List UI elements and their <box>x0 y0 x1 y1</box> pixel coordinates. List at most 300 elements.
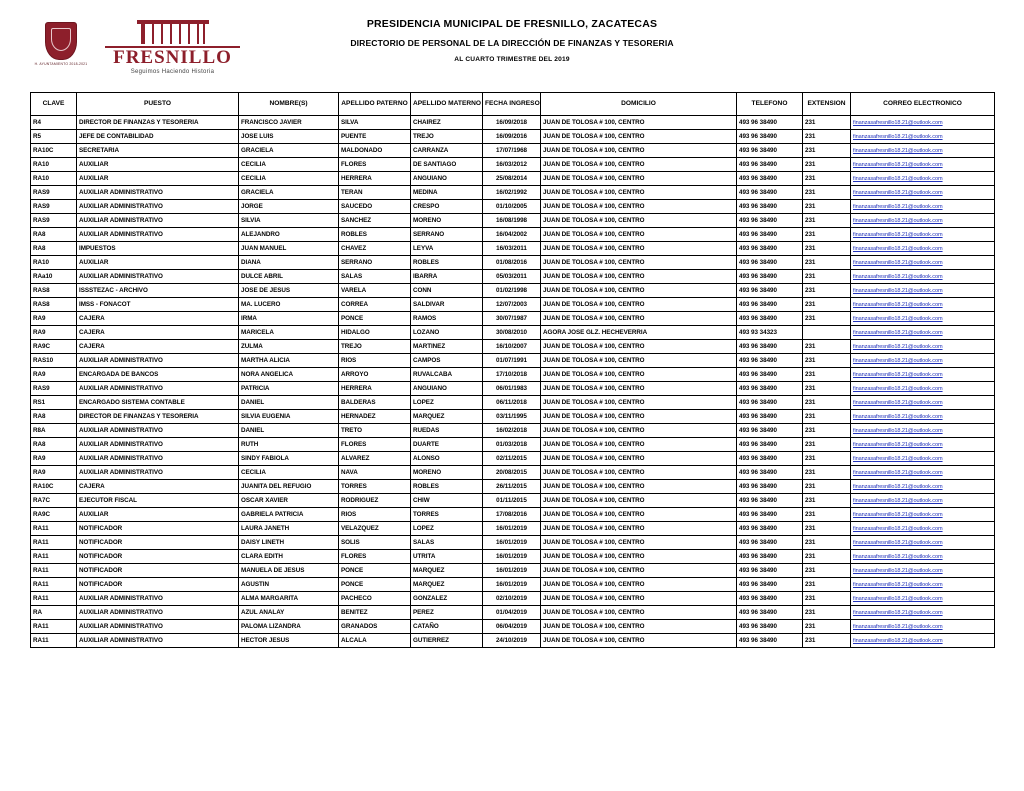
cell-fecha-ingreso: 17/08/2016 <box>483 508 541 522</box>
email-link[interactable]: finanzasafresnillo18.21@outlook.com <box>853 400 943 406</box>
cell-telefono: 493 96 38490 <box>737 438 803 452</box>
email-link[interactable]: finanzasafresnillo18.21@outlook.com <box>853 386 943 392</box>
cell-nombres: DANIEL <box>239 396 339 410</box>
cell-domicilio: JUAN DE TOLOSA # 100, CENTRO <box>541 522 737 536</box>
table-row <box>31 550 995 564</box>
cell-correo[interactable] <box>851 382 995 396</box>
cell-correo[interactable] <box>851 522 995 536</box>
cell-domicilio: JUAN DE TOLOSA # 100, CENTRO <box>541 298 737 312</box>
cell-clave: RA11 <box>31 522 77 536</box>
table-row <box>31 410 995 424</box>
cell-correo[interactable] <box>851 494 995 508</box>
cell-domicilio: JUAN DE TOLOSA # 100, CENTRO <box>541 340 737 354</box>
table-row <box>31 214 995 228</box>
email-link[interactable]: finanzasafresnillo18.21@outlook.com <box>853 344 943 350</box>
cell-clave: R8A <box>31 424 77 438</box>
cell-puesto: AUXILIAR ADMINISTRATIVO <box>77 620 239 634</box>
cell-puesto: AUXILIAR ADMINISTRATIVO <box>77 354 239 368</box>
cell-puesto: NOTIFICADOR <box>77 550 239 564</box>
cell-apellido-materno: UTRITA <box>411 550 483 564</box>
logo-wordmark: FRESNILLO <box>113 47 232 68</box>
cell-extension: 231 <box>803 522 851 536</box>
cell-apellido-paterno: TREJO <box>339 340 411 354</box>
cell-puesto: AUXILIAR ADMINISTRATIVO <box>77 270 239 284</box>
cell-extension: 231 <box>803 578 851 592</box>
cell-apellido-paterno: RIOS <box>339 354 411 368</box>
cell-puesto: AUXILIAR ADMINISTRATIVO <box>77 424 239 438</box>
cell-telefono: 493 96 38490 <box>737 158 803 172</box>
cell-apellido-paterno: BENITEZ <box>339 606 411 620</box>
email-link[interactable]: finanzasafresnillo18.21@outlook.com <box>853 540 943 546</box>
cell-telefono: 493 96 38490 <box>737 284 803 298</box>
cell-clave: RAa10 <box>31 270 77 284</box>
table-header-row <box>31 93 995 116</box>
cell-nombres: JOSE LUIS <box>239 130 339 144</box>
table-row <box>31 228 995 242</box>
cell-correo[interactable] <box>851 536 995 550</box>
crest-caption: H. AYUNTAMIENTO 2018-2021 <box>34 62 88 66</box>
table-row <box>31 256 995 270</box>
cell-puesto: NOTIFICADOR <box>77 564 239 578</box>
table-row <box>31 522 995 536</box>
cell-nombres: PALOMA LIZANDRA <box>239 620 339 634</box>
cell-correo[interactable] <box>851 326 995 340</box>
column-header-nombres: NOMBRE(S) <box>239 93 339 116</box>
cell-apellido-materno: LOPEZ <box>411 396 483 410</box>
cell-apellido-materno: ROBLES <box>411 256 483 270</box>
cell-puesto: AUXILIAR ADMINISTRATIVO <box>77 186 239 200</box>
email-link[interactable]: finanzasafresnillo18.21@outlook.com <box>853 232 943 238</box>
email-link[interactable]: finanzasafresnillo18.21@outlook.com <box>853 134 943 140</box>
cell-clave: RA9 <box>31 368 77 382</box>
email-link[interactable]: finanzasafresnillo18.21@outlook.com <box>853 148 943 154</box>
cell-fecha-ingreso: 06/04/2019 <box>483 620 541 634</box>
cell-correo[interactable] <box>851 298 995 312</box>
cell-telefono: 493 96 38490 <box>737 214 803 228</box>
email-link[interactable]: finanzasafresnillo18.21@outlook.com <box>853 302 943 308</box>
email-link[interactable]: finanzasafresnillo18.21@outlook.com <box>853 484 943 490</box>
cell-correo[interactable] <box>851 466 995 480</box>
email-link[interactable]: finanzasafresnillo18.21@outlook.com <box>853 288 943 294</box>
cell-apellido-materno: DE SANTIAGO <box>411 158 483 172</box>
cell-telefono: 493 96 38490 <box>737 494 803 508</box>
cell-fecha-ingreso: 06/01/1983 <box>483 382 541 396</box>
cell-correo[interactable] <box>851 172 995 186</box>
cell-domicilio: JUAN DE TOLOSA # 100, CENTRO <box>541 382 737 396</box>
cell-extension: 231 <box>803 186 851 200</box>
cell-domicilio: JUAN DE TOLOSA # 100, CENTRO <box>541 270 737 284</box>
cell-apellido-paterno: ROBLES <box>339 228 411 242</box>
cell-puesto: DIRECTOR DE FINANZAS Y TESORERIA <box>77 410 239 424</box>
cell-apellido-paterno: HERRERA <box>339 382 411 396</box>
cell-nombres: DIANA <box>239 256 339 270</box>
cell-telefono: 493 96 38490 <box>737 242 803 256</box>
cell-correo[interactable] <box>851 340 995 354</box>
table-row <box>31 634 995 648</box>
cell-nombres: JUAN MANUEL <box>239 242 339 256</box>
cell-correo[interactable] <box>851 130 995 144</box>
table-row <box>31 368 995 382</box>
cell-apellido-materno: IBARRA <box>411 270 483 284</box>
cell-domicilio: JUAN DE TOLOSA # 100, CENTRO <box>541 172 737 186</box>
cell-extension: 231 <box>803 298 851 312</box>
table-row <box>31 564 995 578</box>
cell-puesto: AUXILIAR <box>77 172 239 186</box>
cell-domicilio: JUAN DE TOLOSA # 100, CENTRO <box>541 410 737 424</box>
cell-clave: RA9 <box>31 452 77 466</box>
cell-nombres: MA. LUCERO <box>239 298 339 312</box>
table-row <box>31 578 995 592</box>
cell-domicilio: JUAN DE TOLOSA # 100, CENTRO <box>541 354 737 368</box>
cell-correo[interactable] <box>851 410 995 424</box>
cell-extension: 231 <box>803 466 851 480</box>
cell-clave: RA10 <box>31 256 77 270</box>
cell-telefono: 493 96 38490 <box>737 592 803 606</box>
email-link[interactable]: finanzasafresnillo18.21@outlook.com <box>853 470 943 476</box>
cell-fecha-ingreso: 17/10/2018 <box>483 368 541 382</box>
cell-fecha-ingreso: 16/01/2019 <box>483 564 541 578</box>
cell-puesto: AUXILIAR <box>77 508 239 522</box>
cell-domicilio: JUAN DE TOLOSA # 100, CENTRO <box>541 256 737 270</box>
cell-domicilio: JUAN DE TOLOSA # 100, CENTRO <box>541 508 737 522</box>
cell-clave: RA11 <box>31 578 77 592</box>
cell-puesto: AUXILIAR ADMINISTRATIVO <box>77 466 239 480</box>
cell-correo[interactable] <box>851 620 995 634</box>
cell-apellido-materno: CHAIREZ <box>411 116 483 130</box>
cell-nombres: ALMA MARGARITA <box>239 592 339 606</box>
cell-telefono: 493 96 38490 <box>737 550 803 564</box>
cell-clave: RAS10 <box>31 354 77 368</box>
cell-apellido-materno: DUARTE <box>411 438 483 452</box>
cell-nombres: JORGE <box>239 200 339 214</box>
cell-puesto: NOTIFICADOR <box>77 578 239 592</box>
column-header-telefono: TELEFONO <box>737 93 803 116</box>
table-row <box>31 424 995 438</box>
cell-correo[interactable] <box>851 186 995 200</box>
cell-apellido-materno: ALONSO <box>411 452 483 466</box>
cell-fecha-ingreso: 12/07/2003 <box>483 298 541 312</box>
cell-fecha-ingreso: 01/02/1998 <box>483 284 541 298</box>
email-link[interactable]: finanzasafresnillo18.21@outlook.com <box>853 120 943 126</box>
cell-apellido-paterno: ALVAREZ <box>339 452 411 466</box>
cell-apellido-paterno: TRETO <box>339 424 411 438</box>
cell-domicilio: JUAN DE TOLOSA # 100, CENTRO <box>541 214 737 228</box>
cell-correo[interactable] <box>851 228 995 242</box>
cell-correo[interactable] <box>851 634 995 648</box>
cell-domicilio: JUAN DE TOLOSA # 100, CENTRO <box>541 396 737 410</box>
cell-correo[interactable] <box>851 592 995 606</box>
cell-puesto: IMPUESTOS <box>77 242 239 256</box>
cell-apellido-materno: ROBLES <box>411 480 483 494</box>
table-row <box>31 312 995 326</box>
cell-apellido-paterno: PUENTE <box>339 130 411 144</box>
cell-telefono: 493 96 38490 <box>737 536 803 550</box>
email-link[interactable]: finanzasafresnillo18.21@outlook.com <box>853 358 943 364</box>
cell-nombres: IRMA <box>239 312 339 326</box>
table-header <box>31 93 995 116</box>
cell-nombres: CLARA EDITH <box>239 550 339 564</box>
cell-domicilio: JUAN DE TOLOSA # 100, CENTRO <box>541 438 737 452</box>
email-link[interactable]: finanzasafresnillo18.21@outlook.com <box>853 246 943 252</box>
cell-clave: RA11 <box>31 550 77 564</box>
cell-apellido-materno: GUTIERREZ <box>411 634 483 648</box>
cell-apellido-paterno: CHAVEZ <box>339 242 411 256</box>
logo-tagline: Seguimos Haciendo Historia <box>130 69 215 75</box>
cell-telefono: 493 96 38490 <box>737 522 803 536</box>
cell-domicilio: JUAN DE TOLOSA # 100, CENTRO <box>541 564 737 578</box>
cell-apellido-paterno: SOLIS <box>339 536 411 550</box>
cell-apellido-materno: CRESPO <box>411 200 483 214</box>
column-header-correo: CORREO ELECTRONICO <box>851 93 995 116</box>
cell-puesto: CAJERA <box>77 312 239 326</box>
cell-apellido-materno: MARQUEZ <box>411 410 483 424</box>
table-row <box>31 354 995 368</box>
cell-correo[interactable] <box>851 284 995 298</box>
cell-apellido-materno: TORRES <box>411 508 483 522</box>
cell-correo[interactable] <box>851 550 995 564</box>
cell-fecha-ingreso: 16/02/1992 <box>483 186 541 200</box>
cell-telefono: 493 96 38490 <box>737 116 803 130</box>
cell-extension: 231 <box>803 312 851 326</box>
email-link[interactable]: finanzasafresnillo18.21@outlook.com <box>853 624 943 630</box>
column-header-puesto: PUESTO <box>77 93 239 116</box>
cell-apellido-paterno: SALAS <box>339 270 411 284</box>
cell-apellido-paterno: VELAZQUEZ <box>339 522 411 536</box>
cell-puesto: ENCARGADA DE BANCOS <box>77 368 239 382</box>
cell-telefono: 493 96 38490 <box>737 564 803 578</box>
cell-puesto: AUXILIAR <box>77 158 239 172</box>
cell-fecha-ingreso: 30/08/2010 <box>483 326 541 340</box>
cell-correo[interactable] <box>851 438 995 452</box>
email-link[interactable]: finanzasafresnillo18.21@outlook.com <box>853 526 943 532</box>
table-row <box>31 396 995 410</box>
cell-fecha-ingreso: 20/08/2015 <box>483 466 541 480</box>
cell-correo[interactable] <box>851 242 995 256</box>
cell-correo[interactable] <box>851 508 995 522</box>
column-header-clave: CLAVE <box>31 93 77 116</box>
cell-puesto: CAJERA <box>77 480 239 494</box>
cell-extension: 231 <box>803 606 851 620</box>
cell-apellido-materno: CHIW <box>411 494 483 508</box>
email-link[interactable]: finanzasafresnillo18.21@outlook.com <box>853 498 943 504</box>
email-link[interactable]: finanzasafresnillo18.21@outlook.com <box>853 596 943 602</box>
cell-apellido-materno: SERRANO <box>411 228 483 242</box>
cell-apellido-materno: GONZALEZ <box>411 592 483 606</box>
email-link[interactable]: finanzasafresnillo18.21@outlook.com <box>853 260 943 266</box>
cell-fecha-ingreso: 16/02/2018 <box>483 424 541 438</box>
cell-telefono: 493 96 38490 <box>737 396 803 410</box>
cell-domicilio: JUAN DE TOLOSA # 100, CENTRO <box>541 186 737 200</box>
cell-domicilio: JUAN DE TOLOSA # 100, CENTRO <box>541 592 737 606</box>
email-link[interactable]: finanzasafresnillo18.21@outlook.com <box>853 190 943 196</box>
cell-nombres: OSCAR XAVIER <box>239 494 339 508</box>
cell-correo[interactable] <box>851 424 995 438</box>
page-title: PRESIDENCIA MUNICIPAL DE FRESNILLO, ZACATECAS <box>366 18 658 30</box>
cell-domicilio: JUAN DE TOLOSA # 100, CENTRO <box>541 200 737 214</box>
cell-extension: 231 <box>803 214 851 228</box>
cell-apellido-materno: MORENO <box>411 214 483 228</box>
cell-correo[interactable] <box>851 606 995 620</box>
cell-puesto: AUXILIAR ADMINISTRATIVO <box>77 452 239 466</box>
email-link[interactable]: finanzasafresnillo18.21@outlook.com <box>853 204 943 210</box>
cell-correo[interactable] <box>851 564 995 578</box>
cell-fecha-ingreso: 02/10/2019 <box>483 592 541 606</box>
table-row <box>31 158 995 172</box>
cell-fecha-ingreso: 16/09/2018 <box>483 116 541 130</box>
cell-nombres: SINDY FABIOLA <box>239 452 339 466</box>
table-row <box>31 270 995 284</box>
cell-telefono: 493 96 38490 <box>737 382 803 396</box>
email-link[interactable]: finanzasafresnillo18.21@outlook.com <box>853 442 943 448</box>
cell-apellido-paterno: FLORES <box>339 550 411 564</box>
cell-telefono: 493 96 38490 <box>737 410 803 424</box>
cell-puesto: AUXILIAR ADMINISTRATIVO <box>77 592 239 606</box>
cell-apellido-materno: CATAÑO <box>411 620 483 634</box>
cell-telefono: 493 96 38490 <box>737 634 803 648</box>
cell-telefono: 493 96 38490 <box>737 368 803 382</box>
cell-puesto: AUXILIAR ADMINISTRATIVO <box>77 606 239 620</box>
table-row <box>31 172 995 186</box>
email-link[interactable]: finanzasafresnillo18.21@outlook.com <box>853 582 943 588</box>
cell-apellido-paterno: NAVA <box>339 466 411 480</box>
cell-correo[interactable] <box>851 452 995 466</box>
cell-correo[interactable] <box>851 396 995 410</box>
cell-fecha-ingreso: 01/07/1991 <box>483 354 541 368</box>
cell-correo[interactable] <box>851 158 995 172</box>
document-header <box>0 0 1024 78</box>
cell-fecha-ingreso: 16/09/2016 <box>483 130 541 144</box>
cell-extension: 231 <box>803 116 851 130</box>
cell-nombres: MARICELA <box>239 326 339 340</box>
cell-clave: RA11 <box>31 620 77 634</box>
cell-fecha-ingreso: 16/01/2019 <box>483 522 541 536</box>
cell-apellido-paterno: TERAN <box>339 186 411 200</box>
table-row <box>31 480 995 494</box>
cell-correo[interactable] <box>851 270 995 284</box>
cell-apellido-materno: RUVALCABA <box>411 368 483 382</box>
column-header-apellido-paterno: APELLIDO PATERNO <box>339 93 411 116</box>
table-row <box>31 494 995 508</box>
email-link[interactable]: finanzasafresnillo18.21@outlook.com <box>853 554 943 560</box>
cell-fecha-ingreso: 16/01/2019 <box>483 578 541 592</box>
email-link[interactable]: finanzasafresnillo18.21@outlook.com <box>853 274 943 280</box>
email-link[interactable]: finanzasafresnillo18.21@outlook.com <box>853 162 943 168</box>
cell-clave: RA8 <box>31 410 77 424</box>
cell-correo[interactable] <box>851 256 995 270</box>
cell-clave: RA11 <box>31 564 77 578</box>
cell-telefono: 493 96 38490 <box>737 620 803 634</box>
email-link[interactable]: finanzasafresnillo18.21@outlook.com <box>853 316 943 322</box>
table-row <box>31 130 995 144</box>
table-row <box>31 620 995 634</box>
cell-nombres: CECILIA <box>239 158 339 172</box>
email-link[interactable]: finanzasafresnillo18.21@outlook.com <box>853 218 943 224</box>
email-link[interactable]: finanzasafresnillo18.21@outlook.com <box>853 414 943 420</box>
email-link[interactable]: finanzasafresnillo18.21@outlook.com <box>853 456 943 462</box>
cell-extension: 231 <box>803 270 851 284</box>
email-link[interactable]: finanzasafresnillo18.21@outlook.com <box>853 512 943 518</box>
cell-fecha-ingreso: 17/07/1968 <box>483 144 541 158</box>
cell-puesto: NOTIFICADOR <box>77 536 239 550</box>
email-link[interactable]: finanzasafresnillo18.21@outlook.com <box>853 610 943 616</box>
cell-domicilio: JUAN DE TOLOSA # 100, CENTRO <box>541 480 737 494</box>
cell-domicilio: JUAN DE TOLOSA # 100, CENTRO <box>541 550 737 564</box>
cell-apellido-materno: LEYVA <box>411 242 483 256</box>
cell-fecha-ingreso: 01/08/2016 <box>483 256 541 270</box>
cell-clave: RA9 <box>31 466 77 480</box>
cell-extension: 231 <box>803 130 851 144</box>
cell-telefono: 493 96 38490 <box>737 354 803 368</box>
cell-clave: R5 <box>31 130 77 144</box>
cell-puesto: IMSS - FONACOT <box>77 298 239 312</box>
cell-correo[interactable] <box>851 214 995 228</box>
cell-clave: RA10 <box>31 158 77 172</box>
cell-apellido-materno: LOPEZ <box>411 522 483 536</box>
cell-telefono: 493 96 38490 <box>737 228 803 242</box>
email-link[interactable]: finanzasafresnillo18.21@outlook.com <box>853 330 943 336</box>
cell-nombres: GABRIELA PATRICIA <box>239 508 339 522</box>
cell-nombres: CECILIA <box>239 466 339 480</box>
cell-correo[interactable] <box>851 354 995 368</box>
cell-puesto: AUXILIAR ADMINISTRATIVO <box>77 634 239 648</box>
cell-extension: 231 <box>803 410 851 424</box>
table-row <box>31 536 995 550</box>
table-row <box>31 298 995 312</box>
table-row <box>31 382 995 396</box>
cell-extension: 231 <box>803 256 851 270</box>
email-link[interactable]: finanzasafresnillo18.21@outlook.com <box>853 176 943 182</box>
column-header-apellido-materno: APELLIDO MATERNO <box>411 93 483 116</box>
cell-fecha-ingreso: 16/03/2011 <box>483 242 541 256</box>
cell-correo[interactable] <box>851 578 995 592</box>
cell-fecha-ingreso: 03/11/1995 <box>483 410 541 424</box>
cell-domicilio: JUAN DE TOLOSA # 100, CENTRO <box>541 284 737 298</box>
cell-apellido-materno: RUEDAS <box>411 424 483 438</box>
email-link[interactable]: finanzasafresnillo18.21@outlook.com <box>853 568 943 574</box>
cell-nombres: LAURA JANETH <box>239 522 339 536</box>
cell-correo[interactable] <box>851 200 995 214</box>
cell-correo[interactable] <box>851 368 995 382</box>
cell-apellido-materno: RAMOS <box>411 312 483 326</box>
email-link[interactable]: finanzasafresnillo18.21@outlook.com <box>853 638 943 644</box>
cell-puesto: DIRECTOR DE FINANZAS Y TESORERIA <box>77 116 239 130</box>
cell-fecha-ingreso: 26/11/2015 <box>483 480 541 494</box>
cell-apellido-materno: CAMPOS <box>411 354 483 368</box>
cell-domicilio: JUAN DE TOLOSA # 100, CENTRO <box>541 452 737 466</box>
cell-apellido-paterno: FLORES <box>339 158 411 172</box>
column-header-fecha-ingreso: FECHA INGRESO <box>483 93 541 116</box>
cell-telefono: 493 96 38490 <box>737 466 803 480</box>
email-link[interactable]: finanzasafresnillo18.21@outlook.com <box>853 428 943 434</box>
email-link[interactable]: finanzasafresnillo18.21@outlook.com <box>853 372 943 378</box>
cell-correo[interactable] <box>851 144 995 158</box>
cell-apellido-paterno: SANCHEZ <box>339 214 411 228</box>
cell-extension: 231 <box>803 508 851 522</box>
cell-extension: 231 <box>803 494 851 508</box>
cell-nombres: SILVIA <box>239 214 339 228</box>
cell-correo[interactable] <box>851 312 995 326</box>
cell-fecha-ingreso: 16/08/1998 <box>483 214 541 228</box>
cell-clave: R4 <box>31 116 77 130</box>
cell-fecha-ingreso: 16/01/2019 <box>483 550 541 564</box>
cell-correo[interactable] <box>851 116 995 130</box>
cell-nombres: RUTH <box>239 438 339 452</box>
cell-clave: RA9 <box>31 326 77 340</box>
cell-apellido-paterno: PACHECO <box>339 592 411 606</box>
cell-apellido-paterno: HIDALGO <box>339 326 411 340</box>
cell-clave: RA7C <box>31 494 77 508</box>
cell-correo[interactable] <box>851 480 995 494</box>
